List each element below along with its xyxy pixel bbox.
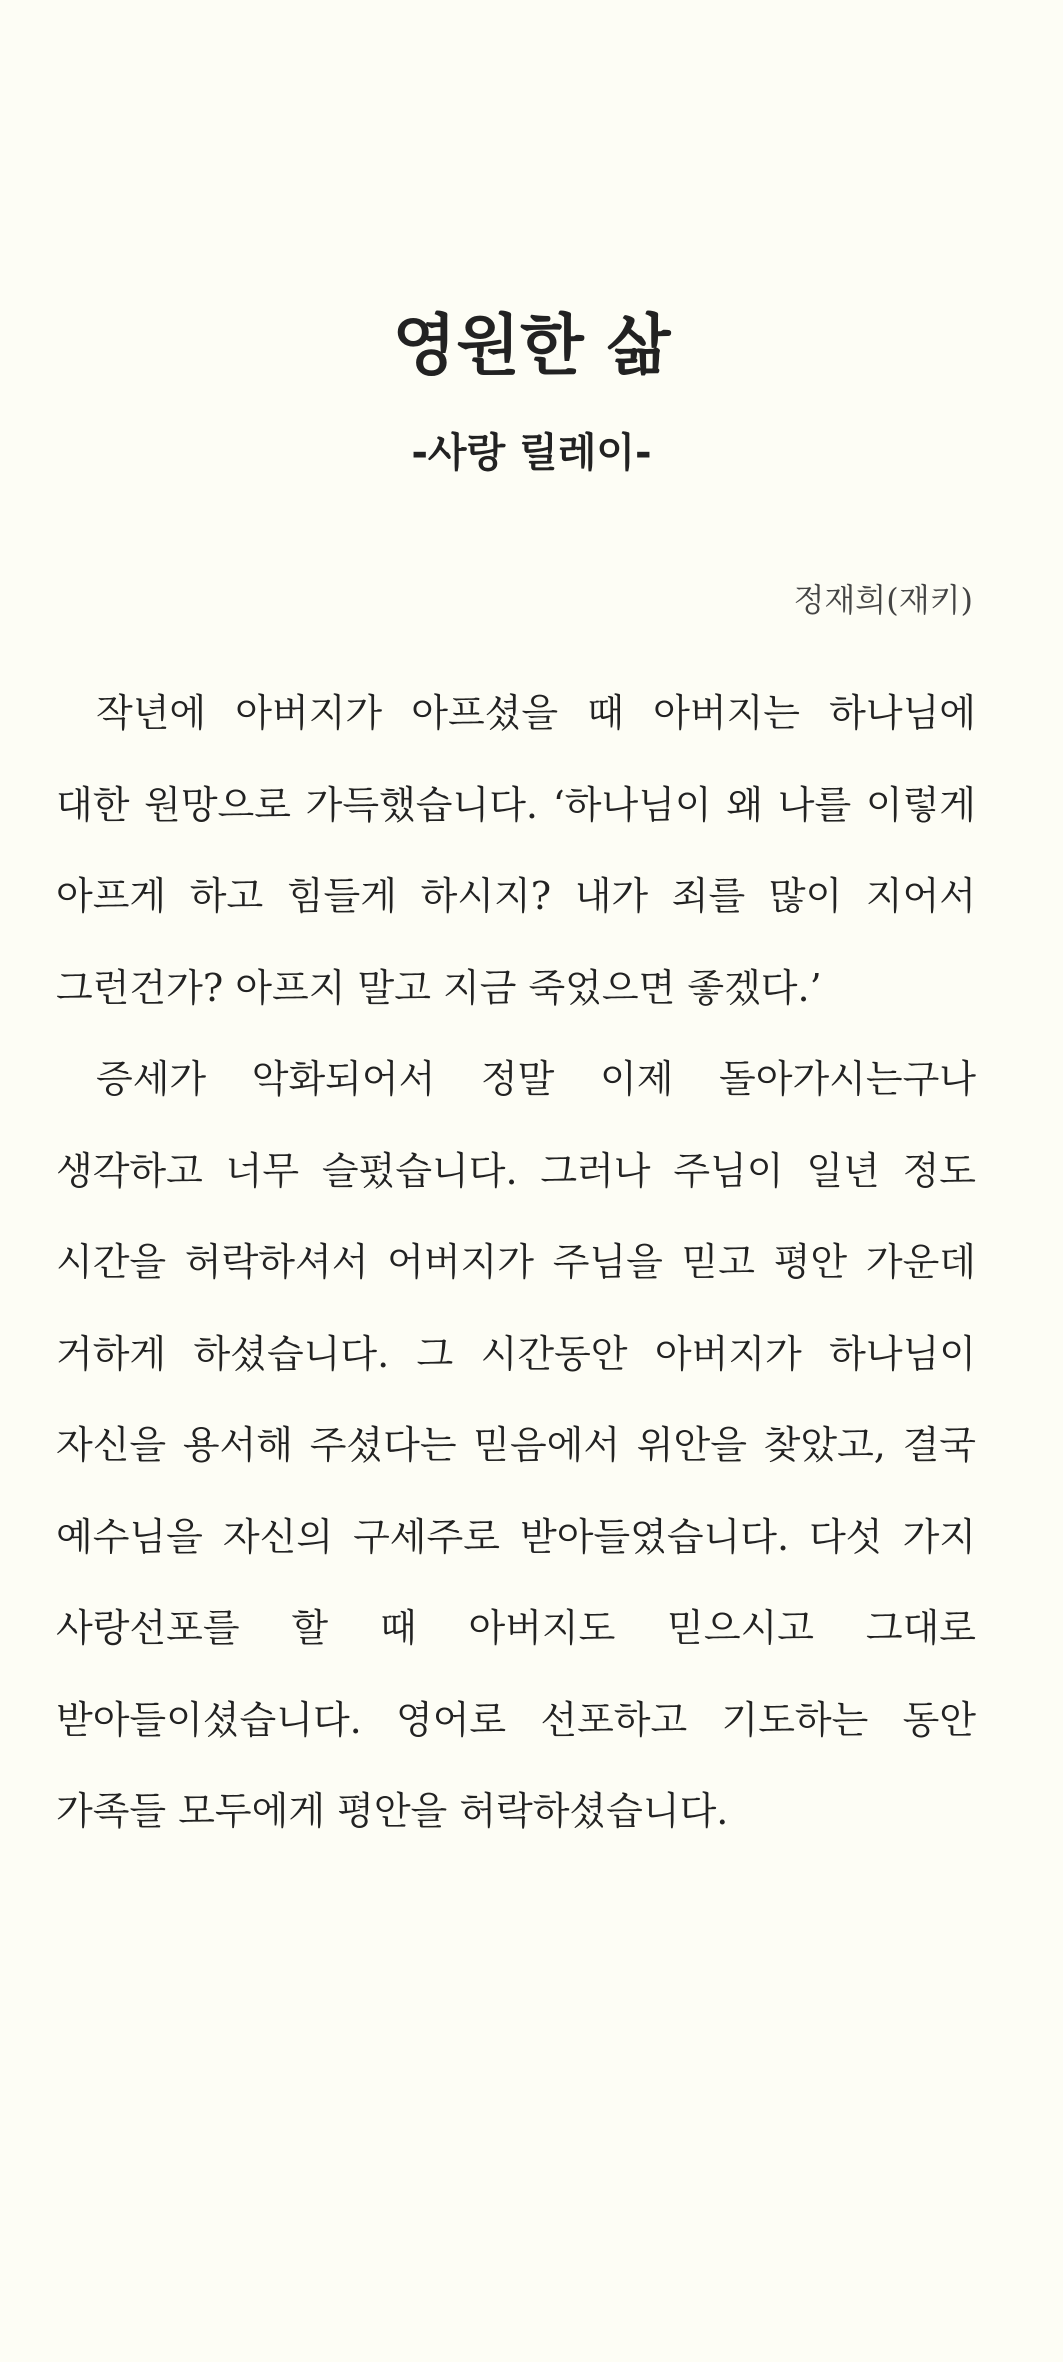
- document-subtitle: -사랑 릴레이-: [411, 430, 652, 476]
- author-name: 정재희(재키): [793, 581, 973, 619]
- paragraph-1: 작년에 아버지가 아프셨을 때 아버지는 하나님에 대한 원망으로 가득했습니다. ‘하나님이 왜 나를 이렇게 아프게 하고 힘들게 하시지? 내가 죄를 많이 지어서 그런건가? 아프지 말고 지금 죽었으면 좋겠다.’: [56, 691, 976, 1010]
- document-title: 영원한 삶: [392, 307, 671, 384]
- body-text: [56, 668, 976, 1858]
- paragraph-2: 증세가 악화되어서 정말 이제 돌아가시는구나 생각하고 너무 슬펐습니다. 그러나 주님이 일년 정도 시간을 허락하셔서 어버지가 주님을 믿고 평안 가운데 거하게 하셨습니다. 그 시간동안 아버지가 하나님이 자신을 용서해 주셨다는 믿음에서 위안을 찾았고, 결국 예수님을 자신의 구세주로 받아들였습니다. 다섯 가지 사랑선포를 할 때 아버지도 믿으시고 그대로 받아들이셨습니다. 영어로 선포하고 기도하는 동안 가족들 모두에게 평안을 허락하셨습니다.: [56, 1057, 976, 1833]
